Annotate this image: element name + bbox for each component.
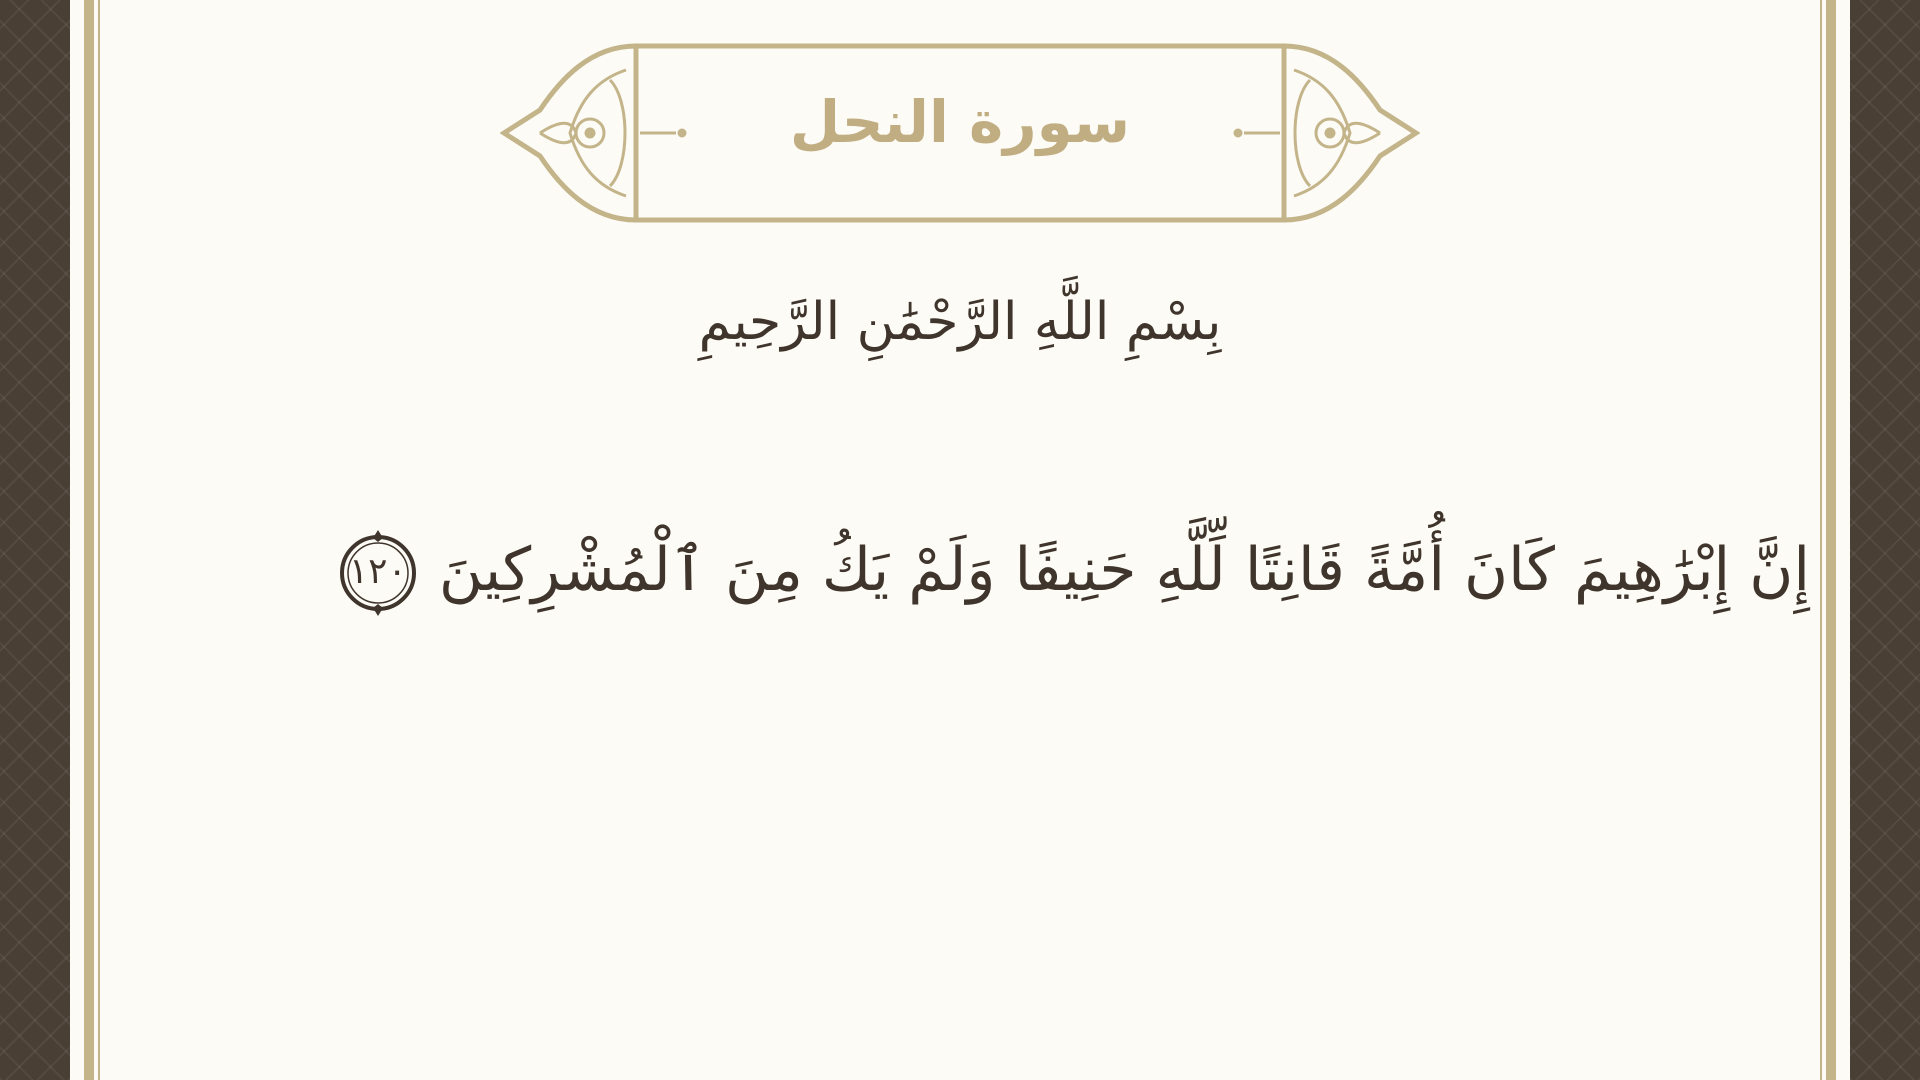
verse-line: [320, 520, 1810, 620]
left-gold-rule: [84, 0, 94, 1080]
verse-end-marker: [335, 530, 421, 616]
left-inner-rule: [98, 0, 100, 1080]
verse-number: ١٢٠: [348, 551, 407, 593]
left-ornamental-border: [0, 0, 70, 1080]
surah-title: سورة النحل: [789, 88, 1131, 156]
verse-text: إِنَّ إِبْرَٰهِيمَ كَانَ أُمَّةً قَانِتًا لِّلَّهِ حَنِيفًا وَلَمْ يَكُ مِنَ ٱلْمُشْرِكِينَ: [438, 535, 1810, 605]
basmala: بِسْمِ اللَّهِ الرَّحْمَٰنِ الرَّحِيمِ: [698, 292, 1222, 352]
surah-title-cartouche: [500, 40, 1420, 226]
right-ornamental-border: [1850, 0, 1920, 1080]
right-gold-rule: [1826, 0, 1836, 1080]
right-inner-rule: [1820, 0, 1822, 1080]
